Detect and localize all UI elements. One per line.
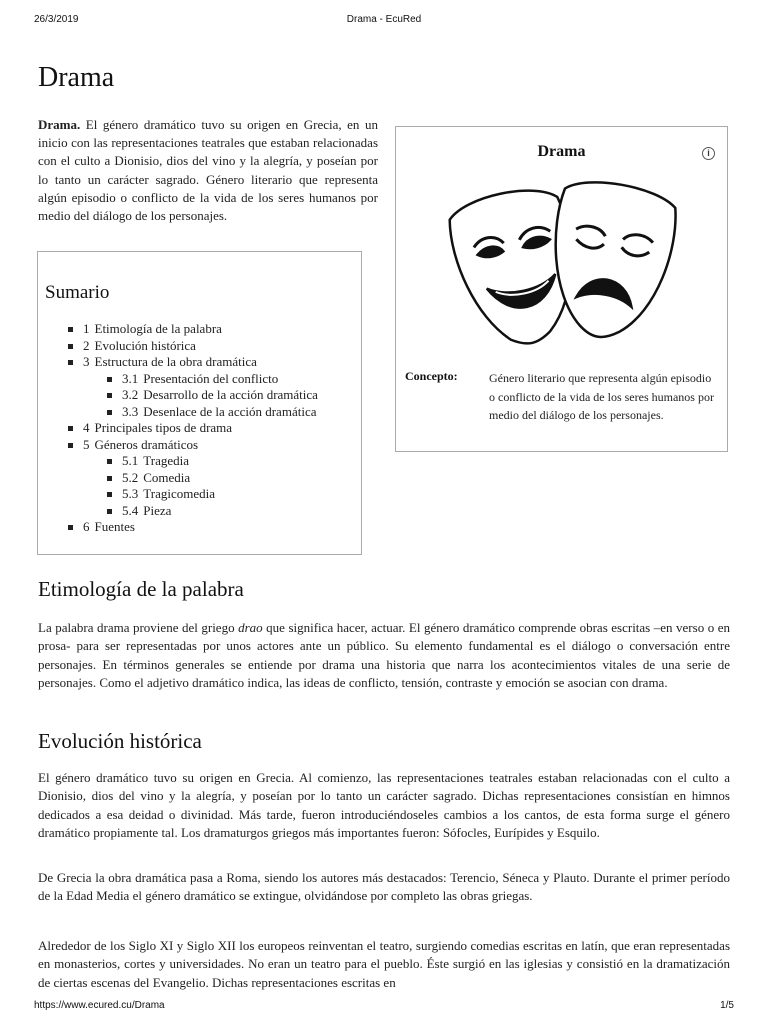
toc-list	[68, 321, 318, 536]
intro-text: El género dramático tuvo su origen en Grecia, en un inicio con las representaciones teatrales que estaban relacionadas con el culto a Dionisio, dios del vino y la alegría, y poseían por lo tanto un carácter sagrado. Género literario que representa algún episodio o conflicto de la vida de los seres humanos por medio del diálogo de los personajes.	[38, 117, 378, 224]
toc-item[interactable]: 3 Estructura de la obra dramática 3.1 Presentación del conflicto 3.2 Desarrollo de la acción dramática 3.3 Desenlace de la acción dramática	[68, 354, 318, 420]
table-of-contents	[37, 251, 362, 555]
intro-bold-term: Drama.	[38, 117, 81, 132]
toc-item[interactable]: 5 Géneros dramáticos 5.1 Tragedia 5.2 Comedia 5.3 Tragicomedia 5.4 Pieza	[68, 437, 318, 520]
infobox-title: Drama	[537, 143, 586, 160]
section-heading-etimologia: Etimología de la palabra	[38, 577, 244, 601]
toc-item[interactable]: 6 Fuentes	[68, 519, 318, 536]
toc-subitem[interactable]: 5.1 Tragedia	[107, 453, 318, 470]
theater-masks-icon	[442, 177, 682, 357]
page-title: Drama	[38, 62, 115, 93]
toc-subitem[interactable]: 5.2 Comedia	[107, 470, 318, 487]
toc-subitem[interactable]: 3.1 Presentación del conflicto	[107, 371, 318, 388]
toc-subitem[interactable]: 5.4 Pieza	[107, 503, 318, 520]
toc-item[interactable]: 2 Evolución histórica	[68, 338, 318, 355]
greek-term: drao	[238, 620, 263, 635]
concept-value: Género literario que representa algún episodio o conflicto de la vida de los seres humanos por medio del diálogo de los personajes.	[489, 371, 714, 422]
toc-title: Sumario	[45, 282, 110, 303]
evolucion-paragraph-3: Alrededor de los Siglo XI y Siglo XII los europeos reinventan el teatro, surgiendo comedias escritas en latín, que eran representadas en monasterios, cortes y universidades. No eran un teatro para el pueblo. Éste surgió en las iglesias y consistió en la dramatización de ciertas escenas del Evangelio. Dichas representaciones escritas en	[38, 938, 730, 990]
toc-item[interactable]: 4 Principales tipos de drama	[68, 420, 318, 437]
page-number: 1/5	[720, 1000, 734, 1011]
toc-subitem[interactable]: 3.2 Desarrollo de la acción dramática	[107, 387, 318, 404]
concept-label: Concepto:	[405, 369, 458, 383]
toc-sublist	[107, 371, 318, 421]
toc-subitem[interactable]: 3.3 Desenlace de la acción dramática	[107, 404, 318, 421]
section-heading-evolucion: Evolución histórica	[38, 729, 202, 753]
print-date: 26/3/2019	[34, 14, 79, 25]
print-footer	[34, 1000, 734, 1014]
etimologia-paragraph: La palabra drama proviene del griego drao que significa hacer, actuar. El género dramático comprende obras escritas –en verso o en prosa- para ser representadas por unos actores ante un público. Su elemento fundamental es el diálogo o conversación entre personajes. En términos generales se entiende por drama una historia que narra los acontecimientos vitales de una serie de personajes. Como el adjetivo dramático indica, las ideas de conflicto, tensión, contraste y emoción se asocian con drama.	[38, 620, 730, 690]
print-url[interactable]: https://www.ecured.cu/Drama	[34, 1000, 165, 1011]
toc-item[interactable]: 1 Etimología de la palabra	[68, 321, 318, 338]
print-title: Drama - EcuRed	[346, 14, 422, 25]
infobox	[395, 126, 728, 452]
toc-sublist	[107, 453, 318, 519]
info-icon[interactable]: i	[702, 147, 715, 160]
intro-paragraph	[38, 116, 378, 225]
evolucion-paragraph-2: De Grecia la obra dramática pasa a Roma, siendo los autores más destacados: Terencio, Séneca y Plauto. Durante el primer período de la Edad Media el género dramático se extingue, olvidándose por completo las obras griegas.	[38, 870, 730, 904]
print-header	[34, 14, 734, 30]
evolucion-paragraph-1: El género dramático tuvo su origen en Grecia. Al comienzo, las representaciones teatrales estaban relacionadas con el culto a Dionisio, dios del vino y la alegría, y poseían por lo tanto un carácter sagrado. Dichas representaciones consistían en himnos dedicados a esa deidad o divinidad. Más tarde, fueron introduciéndoseles cambios a los cantos, de esta forma surge el género dramático propiamente tal. Los dramaturgos griegos más importantes fueron: Sófocles, Eurípides y Esquilo.	[38, 770, 730, 840]
toc-subitem[interactable]: 5.3 Tragicomedia	[107, 486, 318, 503]
